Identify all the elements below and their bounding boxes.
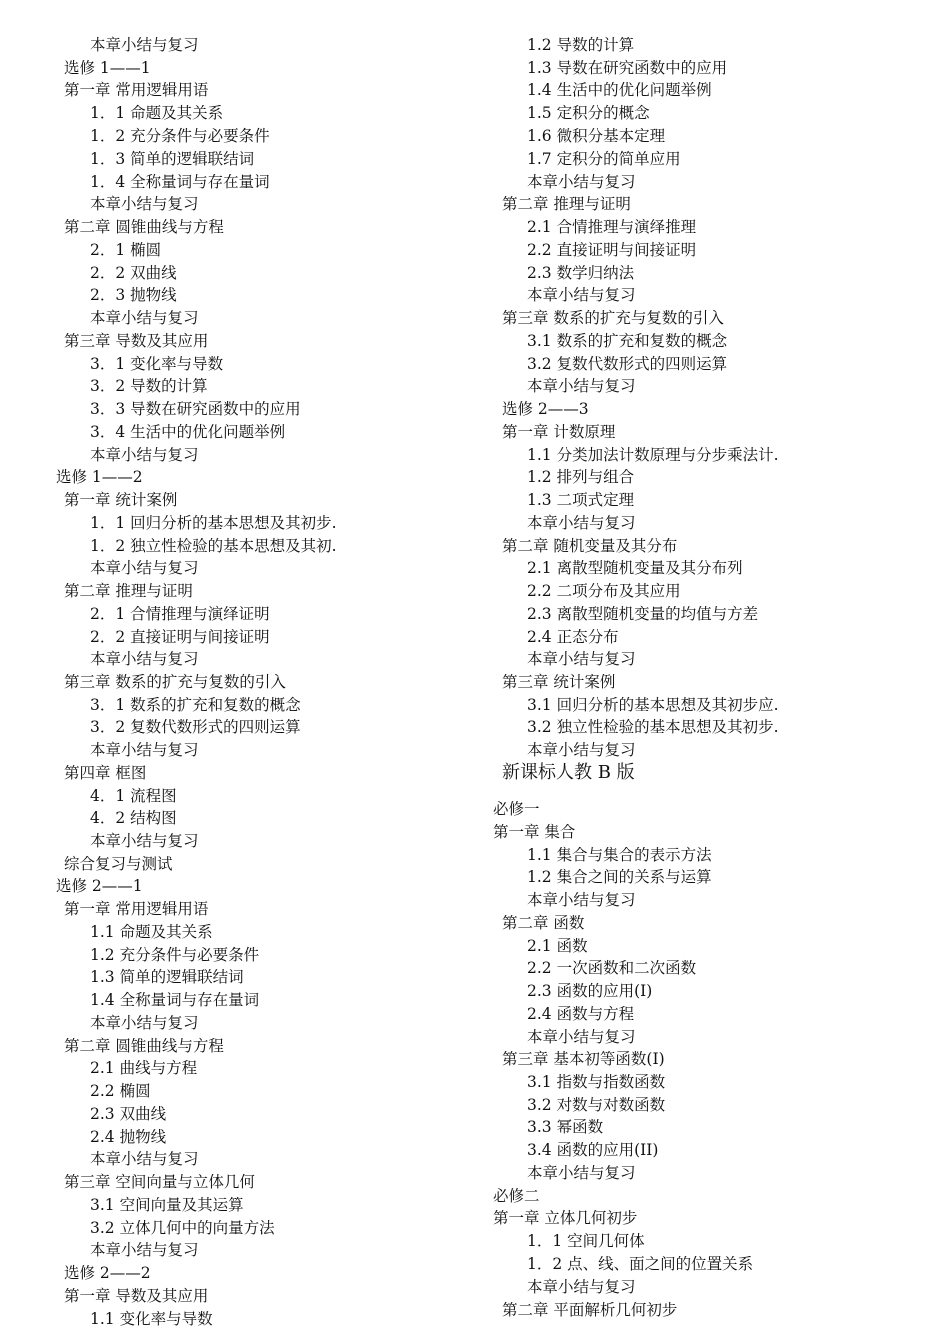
toc-entry: 综合复习与测试: [64, 855, 173, 873]
toc-entry: 第三章 数系的扩充与复数的引入: [64, 673, 286, 691]
toc-entry: 3．2 导数的计算: [90, 377, 208, 395]
toc-entry: 1．2 点、线、面之间的位置关系: [527, 1255, 754, 1273]
toc-entry: 第二章 推理与证明: [64, 582, 193, 600]
toc-entry: 本章小结与复习: [90, 741, 199, 759]
toc-entry: 2．1 椭圆: [90, 241, 162, 259]
toc-entry: 2.4 正态分布: [527, 628, 619, 646]
toc-entry: 第二章 推理与证明: [502, 195, 631, 213]
toc-entry: 2.1 曲线与方程: [90, 1059, 198, 1077]
toc-entry: 1.2 导数的计算: [527, 36, 635, 54]
toc-entry: 本章小结与复习: [527, 891, 636, 909]
toc-entry: 第二章 平面解析几何初步: [502, 1301, 678, 1319]
toc-entry: 2.2 直接证明与间接证明: [527, 241, 697, 259]
toc-entry: 第三章 数系的扩充与复数的引入: [502, 309, 724, 327]
toc-entry: 3.2 对数与对数函数: [527, 1096, 666, 1114]
toc-entry: 1.1 变化率与导数: [90, 1310, 213, 1328]
toc-entry: 2．2 双曲线: [90, 264, 177, 282]
toc-entry: 1.3 导数在研究函数中的应用: [527, 59, 728, 77]
toc-entry: 第二章 随机变量及其分布: [502, 537, 678, 555]
toc-entry: 1.7 定积分的简单应用: [527, 150, 681, 168]
toc-entry: 2.1 离散型随机变量及其分布列: [527, 559, 743, 577]
toc-entry: 3.4 函数的应用(II): [527, 1141, 659, 1159]
edition-heading: 新课标人教 B 版: [502, 762, 635, 783]
toc-entry: 本章小结与复习: [527, 1028, 636, 1046]
toc-entry: 1.3 简单的逻辑联结词: [90, 968, 244, 986]
toc-entry: 第三章 基本初等函数(I): [502, 1050, 665, 1068]
toc-entry: 3.1 回归分析的基本思想及其初步应.: [527, 696, 779, 714]
toc-entry: 本章小结与复习: [90, 1241, 199, 1259]
toc-entry: 第三章 空间向量与立体几何: [64, 1173, 255, 1191]
toc-entry: 3.2 独立性检验的基本思想及其初步.: [527, 718, 779, 736]
toc-entry: 3.1 数系的扩充和复数的概念: [527, 332, 728, 350]
toc-entry: 本章小结与复习: [527, 377, 636, 395]
toc-entry: 4．1 流程图: [90, 787, 177, 805]
toc-entry: 2.3 数学归纳法: [527, 264, 635, 282]
toc-entry: 2.1 函数: [527, 937, 588, 955]
toc-entry: 2.4 函数与方程: [527, 1005, 635, 1023]
toc-entry: 3．2 复数代数形式的四则运算: [90, 718, 301, 736]
toc-entry: 2．3 抛物线: [90, 286, 177, 304]
toc-entry: 本章小结与复习: [527, 514, 636, 532]
toc-entry: 1.2 充分条件与必要条件: [90, 946, 260, 964]
toc-entry: 本章小结与复习: [90, 559, 199, 577]
toc-entry: 第二章 函数: [502, 914, 585, 932]
toc-entry: 2．2 直接证明与间接证明: [90, 628, 270, 646]
toc-entry: 3．1 变化率与导数: [90, 355, 224, 373]
toc-entry: 2.3 双曲线: [90, 1105, 167, 1123]
toc-entry: 本章小结与复习: [527, 741, 636, 759]
toc-entry: 1.2 排列与组合: [527, 468, 635, 486]
toc-entry: 选修 1——1: [64, 59, 151, 77]
toc-entry: 1．2 充分条件与必要条件: [90, 127, 270, 145]
toc-entry: 1.2 集合之间的关系与运算: [527, 868, 712, 886]
toc-entry: 第一章 立体几何初步: [493, 1209, 638, 1227]
toc-entry: 1.1 分类加法计数原理与分步乘法计.: [527, 446, 779, 464]
toc-entry: 选修 2——1: [56, 877, 143, 895]
toc-entry: 1.5 定积分的概念: [527, 104, 650, 122]
toc-entry: 本章小结与复习: [90, 446, 199, 464]
toc-entry: 1.6 微积分基本定理: [527, 127, 666, 145]
toc-entry: 本章小结与复习: [527, 1164, 636, 1182]
toc-entry: 4．2 结构图: [90, 809, 177, 827]
toc-entry: 1．1 命题及其关系: [90, 104, 224, 122]
toc-entry: 1.3 二项式定理: [527, 491, 635, 509]
toc-entry: 2．1 合情推理与演绎证明: [90, 605, 270, 623]
toc-entry: 2.4 抛物线: [90, 1128, 167, 1146]
toc-entry: 3．3 导数在研究函数中的应用: [90, 400, 301, 418]
toc-entry: 本章小结与复习: [527, 286, 636, 304]
toc-entry: 1.1 命题及其关系: [90, 923, 213, 941]
toc-entry: 本章小结与复习: [90, 832, 199, 850]
toc-entry: 第一章 常用逻辑用语: [64, 81, 209, 99]
toc-entry: 选修 2——2: [64, 1264, 151, 1282]
toc-entry: 选修 2——3: [502, 400, 589, 418]
toc-entry: 第二章 圆锥曲线与方程: [64, 1037, 224, 1055]
toc-entry: 3.3 幂函数: [527, 1118, 604, 1136]
toc-entry: 第三章 统计案例: [502, 673, 616, 691]
toc-entry: 3．1 数系的扩充和复数的概念: [90, 696, 301, 714]
toc-entry: 1．3 简单的逻辑联结词: [90, 150, 255, 168]
toc-entry: 2.3 函数的应用(I): [527, 982, 653, 1000]
toc-entry: 本章小结与复习: [90, 309, 199, 327]
toc-entry: 2.2 椭圆: [90, 1082, 151, 1100]
toc-entry: 3.2 立体几何中的向量方法: [90, 1219, 275, 1237]
toc-entry: 本章小结与复习: [90, 1014, 199, 1032]
toc-entry: 2.3 离散型随机变量的均值与方差: [527, 605, 759, 623]
toc-entry: 本章小结与复习: [90, 650, 199, 668]
toc-entry: 1．1 回归分析的基本思想及其初步.: [90, 514, 337, 532]
toc-entry: 本章小结与复习: [90, 1150, 199, 1168]
toc-entry: 1．2 独立性检验的基本思想及其初.: [90, 537, 337, 555]
toc-entry: 2.2 一次函数和二次函数: [527, 959, 697, 977]
toc-entry: 本章小结与复习: [90, 195, 199, 213]
toc-entry: 1．1 空间几何体: [527, 1232, 645, 1250]
toc-entry: 1．4 全称量词与存在量词: [90, 173, 270, 191]
toc-entry: 本章小结与复习: [527, 173, 636, 191]
toc-entry: 第一章 计数原理: [502, 423, 616, 441]
toc-entry: 本章小结与复习: [527, 1278, 636, 1296]
toc-entry: 第二章 圆锥曲线与方程: [64, 218, 224, 236]
toc-entry: 选修 1——2: [56, 468, 143, 486]
toc-entry: 3.1 指数与指数函数: [527, 1073, 666, 1091]
toc-entry: 第四章 框图: [64, 764, 147, 782]
toc-entry: 1.4 生活中的优化问题举例: [527, 81, 712, 99]
toc-entry: 第三章 导数及其应用: [64, 332, 209, 350]
toc-entry: 3.2 复数代数形式的四则运算: [527, 355, 728, 373]
toc-entry: 1.1 集合与集合的表示方法: [527, 846, 712, 864]
toc-entry: 第一章 导数及其应用: [64, 1287, 209, 1305]
toc-entry: 2.2 二项分布及其应用: [527, 582, 681, 600]
toc-entry: 1.4 全称量词与存在量词: [90, 991, 260, 1009]
toc-entry: 第一章 常用逻辑用语: [64, 900, 209, 918]
toc-entry: 第一章 集合: [493, 823, 576, 841]
toc-entry: 第一章 统计案例: [64, 491, 178, 509]
toc-entry: 2.1 合情推理与演绎推理: [527, 218, 697, 236]
toc-entry: 必修二: [493, 1187, 540, 1205]
toc-entry: 3.1 空间向量及其运算: [90, 1196, 244, 1214]
toc-entry: 本章小结与复习: [527, 650, 636, 668]
toc-entry: 本章小结与复习: [90, 36, 199, 54]
toc-entry: 必修一: [493, 800, 540, 818]
toc-entry: 3．4 生活中的优化问题举例: [90, 423, 286, 441]
